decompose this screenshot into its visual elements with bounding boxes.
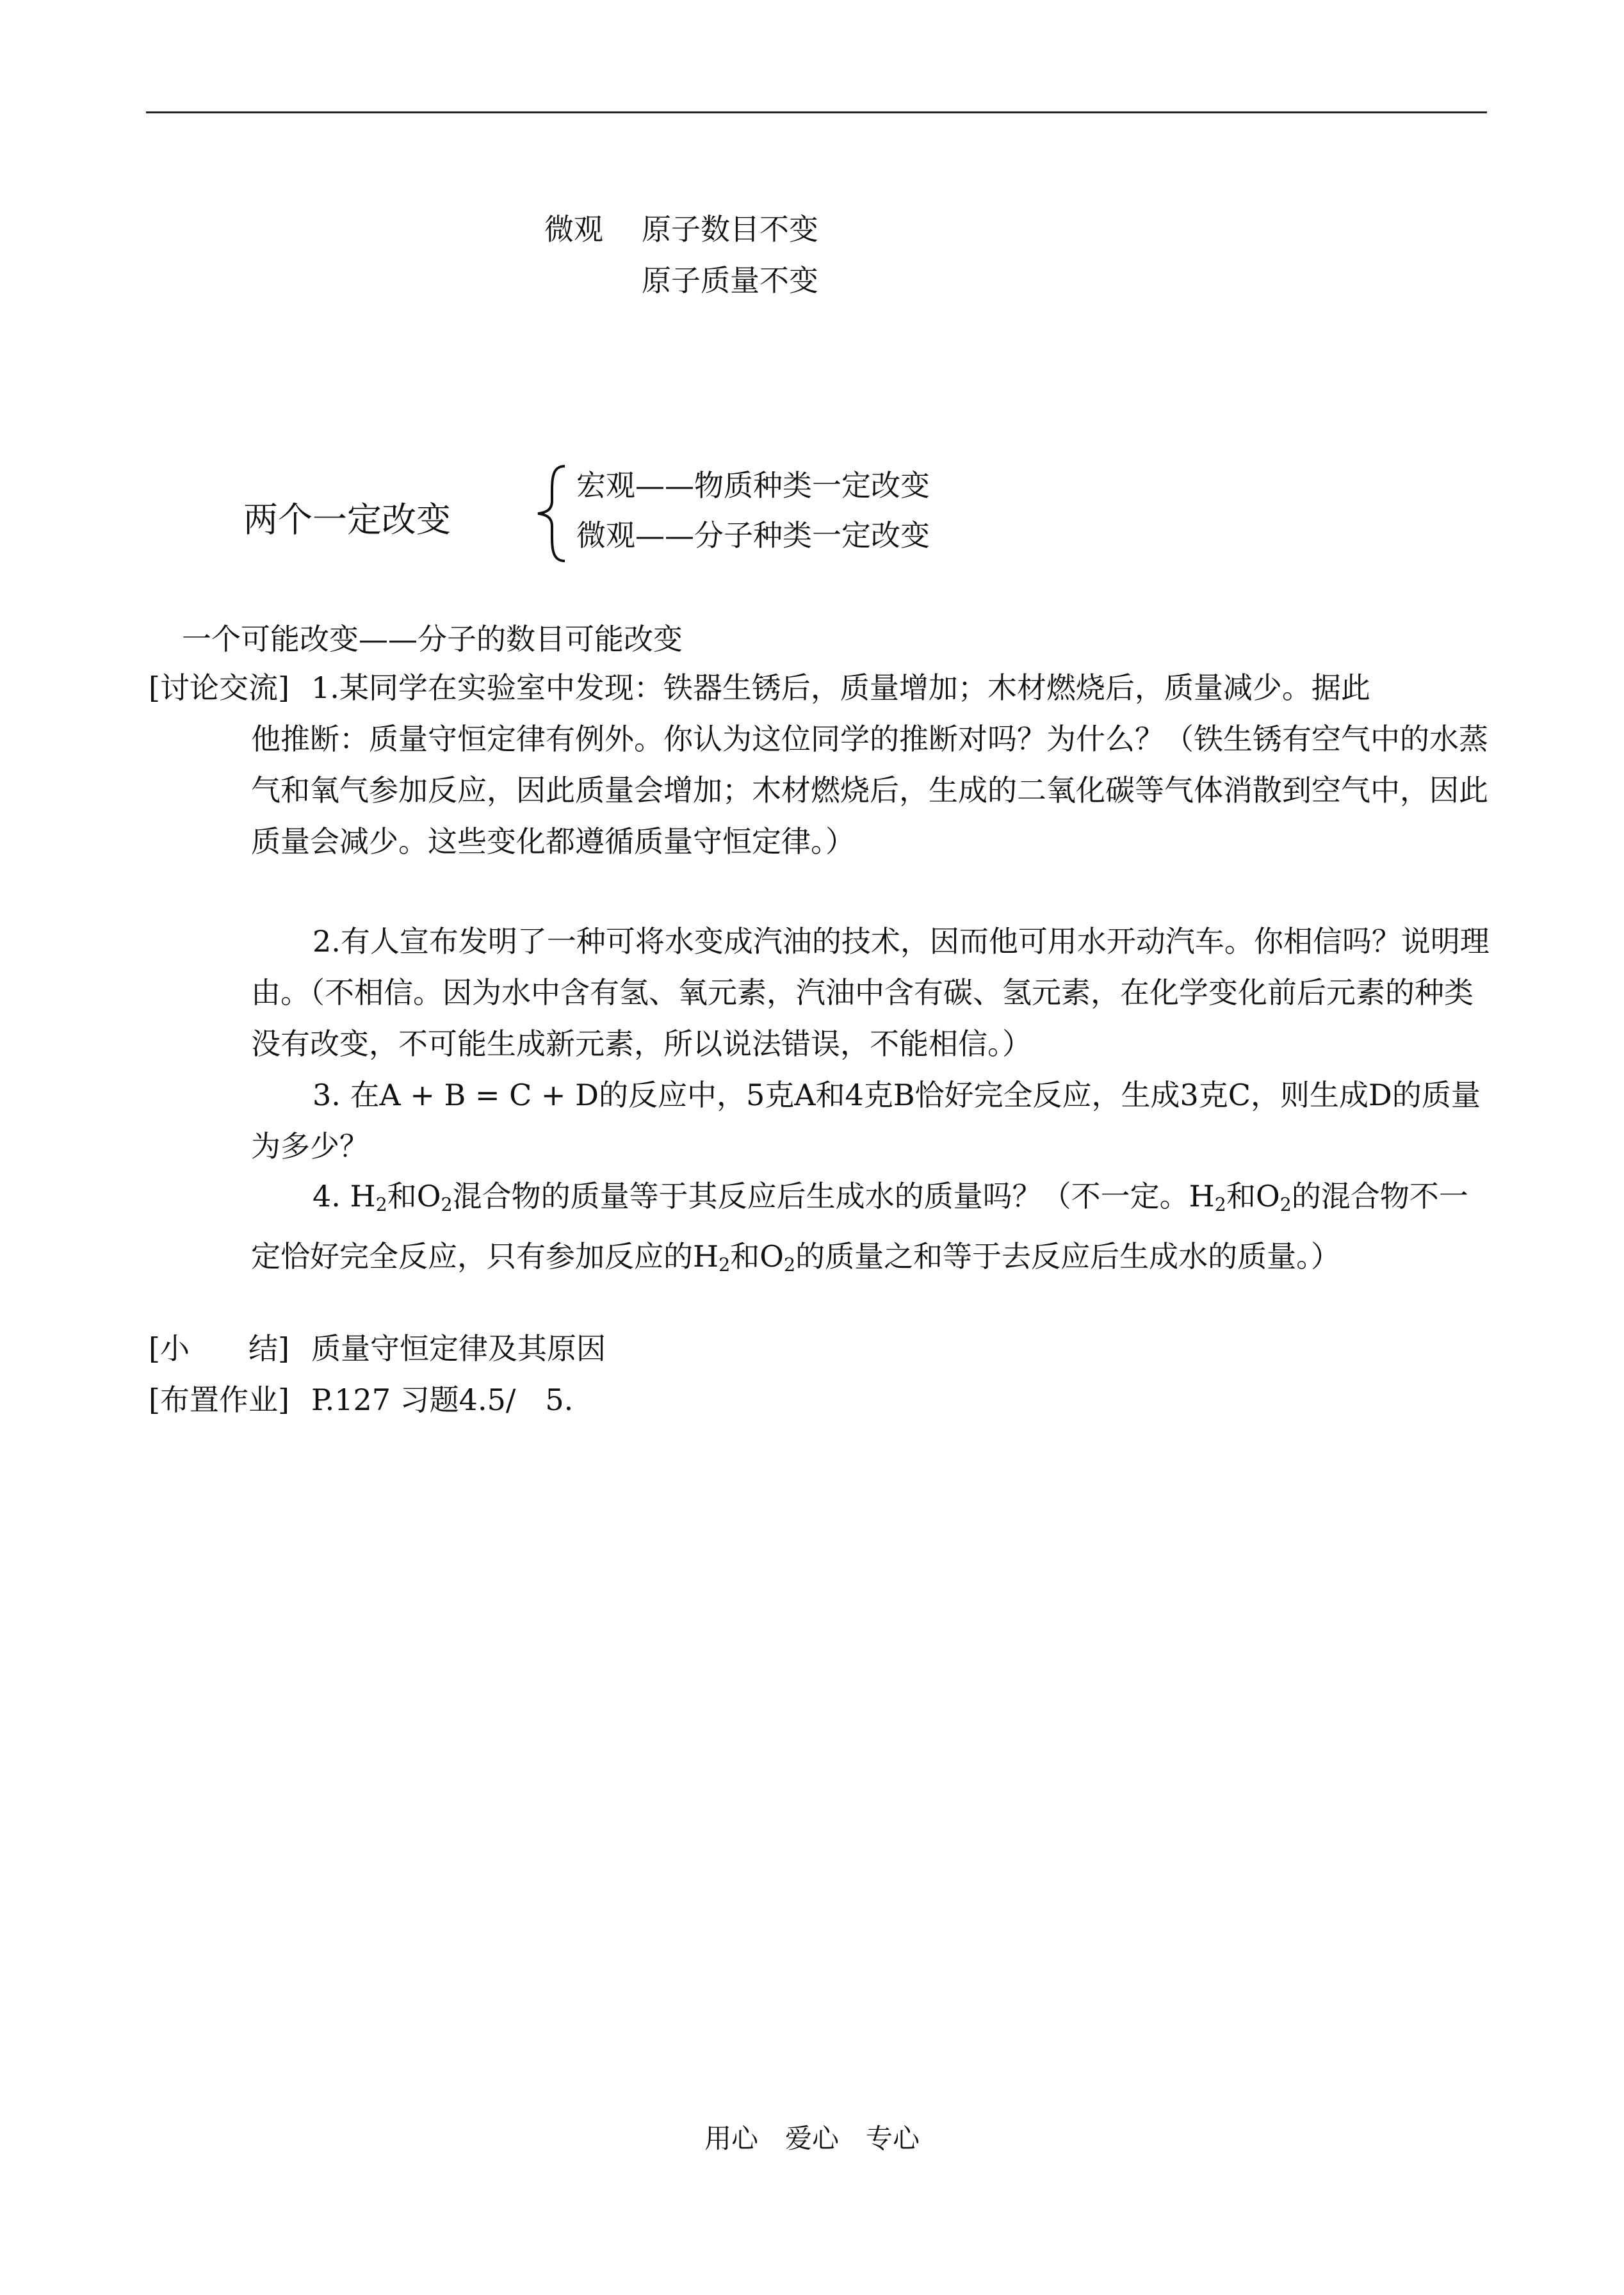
- micro-item-atom-count: 原子数目不变: [642, 212, 818, 247]
- micro-label: 微观: [544, 212, 603, 247]
- homework-text: P.127 习题4.5/ 5.: [311, 1383, 574, 1417]
- summary-tag: [小 结]: [149, 1331, 289, 1366]
- two-changes-label: 两个一定改变: [243, 499, 451, 540]
- summary-text: 质量守恒定律及其原因: [311, 1331, 606, 1366]
- micro-item-atom-mass: 原子质量不变: [642, 263, 818, 298]
- discussion-q3: 3. 在A + B = C + D的反应中，5克A和4克B恰好完全反应，生成3克C，则生成D的质量为多少？: [251, 1078, 1481, 1164]
- header-rule: [146, 111, 1487, 113]
- discussion-q1-body: 他推断：质量守恒定律有例外。你认为这位同学的推断对吗？为什么？（铁生锈有空气中的水蒸气和氧气参加反应，因此质量会增加；木材燃烧后，生成的二氧化碳等气体消散到空气中，因此质量会减少。这些变化都遵循质量守恒定律。）: [251, 722, 1488, 859]
- discussion-tag: [讨论交流]: [149, 670, 289, 705]
- discussion-q4: 4. $H_2$和$O_2$混合物的质量等于其反应后生成水的质量吗？（不一定。$H_2$和$O_2$的混合物不一定恰好完全反应，只有参加反应的$H_2$和$O_2$的质量之和等于去反应后生成水的质量。）: [251, 1179, 1468, 1276]
- brace-icon: [532, 462, 570, 565]
- two-changes-macro: 宏观——物质种类一定改变: [576, 468, 930, 503]
- one-possible-change: 一个可能改变——分子的数目可能改变: [182, 622, 683, 656]
- discussion-q2: 2.有人宣布发明了一种可将水变成汽油的技术，因而他可用水开动汽车。你相信吗？说明理由。（不相信。因为水中含有氢、氧元素，汽油中含有碳、氢元素，在化学变化前后元素的种类没有改变，不可能生成新元素，所以说法错误，不能相信。）: [251, 924, 1490, 1061]
- two-changes-micro: 微观——分子种类一定改变: [576, 518, 930, 553]
- footer-slogan: 用心 爱心 专心: [704, 2123, 920, 2154]
- discussion-q1-first-line: 1.某同学在实验室中发现：铁器生锈后，质量增加；木材燃烧后，质量减少。据此: [311, 670, 1370, 705]
- homework-tag: [布置作业]: [149, 1383, 289, 1417]
